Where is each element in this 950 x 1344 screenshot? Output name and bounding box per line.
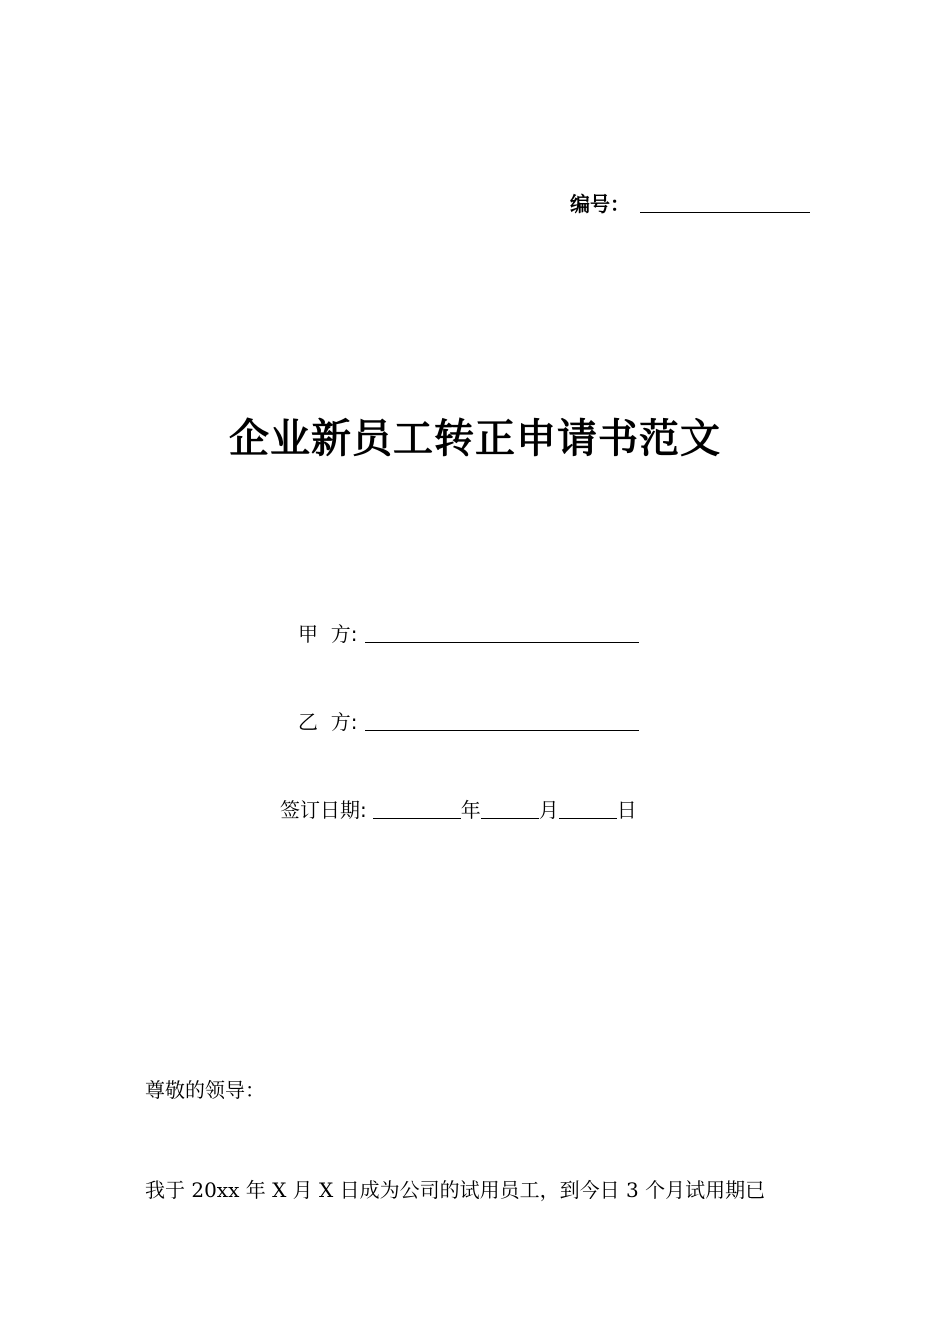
document-number [570, 190, 810, 218]
signing-date-label: 签订日期: [280, 798, 367, 822]
party-a-blank [365, 641, 639, 643]
letter-greeting: 尊敬的领导： [145, 1078, 265, 1102]
document-number-blank [640, 211, 810, 213]
party-a-label: 甲 方: [298, 622, 358, 646]
party-b-blank [365, 729, 639, 731]
document-number-label: 编号： [570, 192, 630, 216]
year-unit: 年 [460, 798, 481, 822]
month-unit: 月 [538, 798, 559, 822]
party-b-row [298, 708, 639, 736]
signing-date-row [280, 796, 637, 824]
party-a-row [298, 620, 639, 648]
month-blank [481, 817, 539, 819]
year-blank [373, 817, 461, 819]
letter-body-line: 我于 20xx 年 X 月 X 日成为公司的试用员工，到今日 3 个月试用期已 [145, 1178, 766, 1202]
day-blank [559, 817, 617, 819]
document-title: 企业新员工转正申请书范文 [229, 416, 721, 462]
party-b-label: 乙 方: [298, 710, 358, 734]
day-unit: 日 [616, 798, 637, 822]
